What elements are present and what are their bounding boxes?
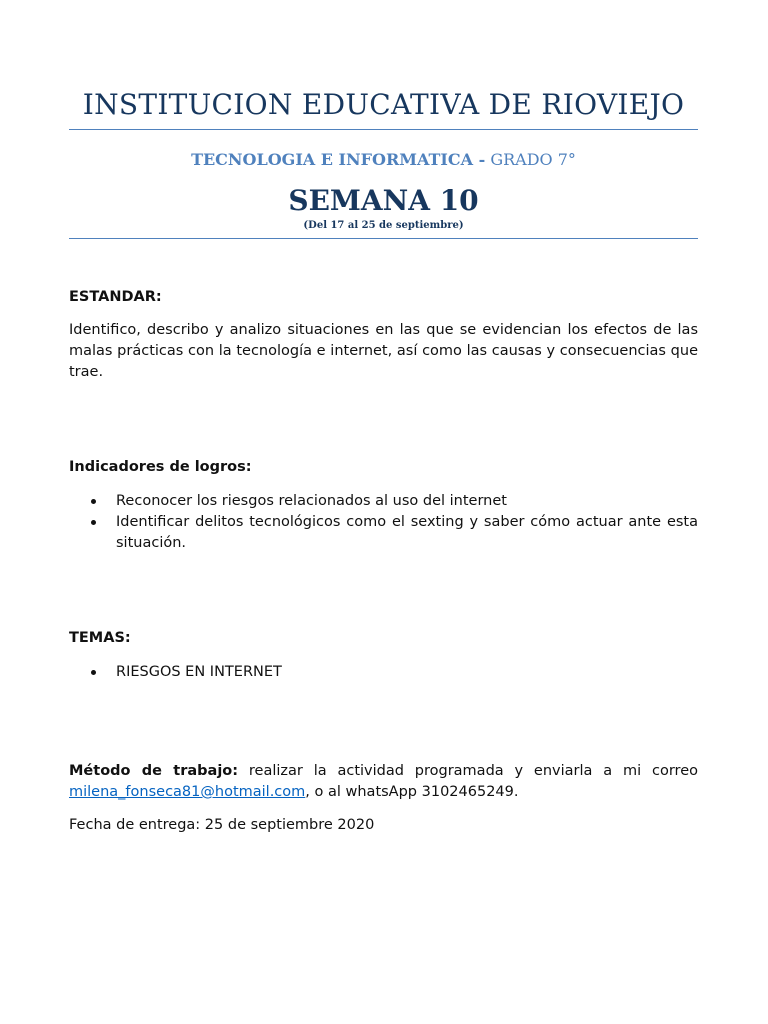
week-title: SEMANA 10 <box>288 184 479 217</box>
list-item <box>69 491 698 512</box>
header-divider-top <box>69 129 698 130</box>
metodo-text: realizar la actividad programada y enviarla a mi correo <box>238 763 698 779</box>
subject-line <box>69 150 698 169</box>
list-item-text: RIESGOS EN INTERNET <box>116 664 282 680</box>
indicadores-list <box>69 491 698 554</box>
metodo-label: Método de trabajo: <box>69 763 239 779</box>
list-item <box>69 512 698 554</box>
indicadores-heading: Indicadores de logros: <box>69 459 252 475</box>
bullet-icon <box>91 520 96 525</box>
fecha-entrega: Fecha de entrega: 25 de septiembre 2020 <box>69 817 375 833</box>
grade-label: GRADO 7° <box>485 150 576 169</box>
header-divider-bottom <box>69 238 698 239</box>
bullet-icon <box>91 499 96 504</box>
list-item-text: Identificar delitos tecnológicos como el sexting y saber cómo actuar ante esta situación. <box>116 514 698 551</box>
week-dates: (Del 17 al 25 de septiembre) <box>303 220 464 231</box>
estandar-text: Identifico, describo y analizo situaciones en las que se evidencian los efectos de las malas prácticas con la tecnología e internet, así como las causas y consecuencias que trae. <box>69 322 698 380</box>
list-item-text: Reconocer los riesgos relacionados al uso del internet <box>116 493 507 509</box>
temas-list <box>69 662 698 683</box>
subject-name: TECNOLOGIA E INFORMATICA - <box>191 150 486 169</box>
estandar-heading: ESTANDAR: <box>69 289 162 305</box>
temas-heading: TEMAS: <box>69 630 131 646</box>
bullet-icon <box>91 670 96 675</box>
list-item <box>69 662 698 683</box>
school-title: INSTITUCION EDUCATIVA DE RIOVIEJO <box>82 88 685 121</box>
metodo-whatsapp-text: , o al whatsApp 3102465249. <box>305 784 519 800</box>
email-link[interactable]: milena_fonseca81@hotmail.com <box>69 784 306 800</box>
metodo-paragraph <box>69 761 698 803</box>
